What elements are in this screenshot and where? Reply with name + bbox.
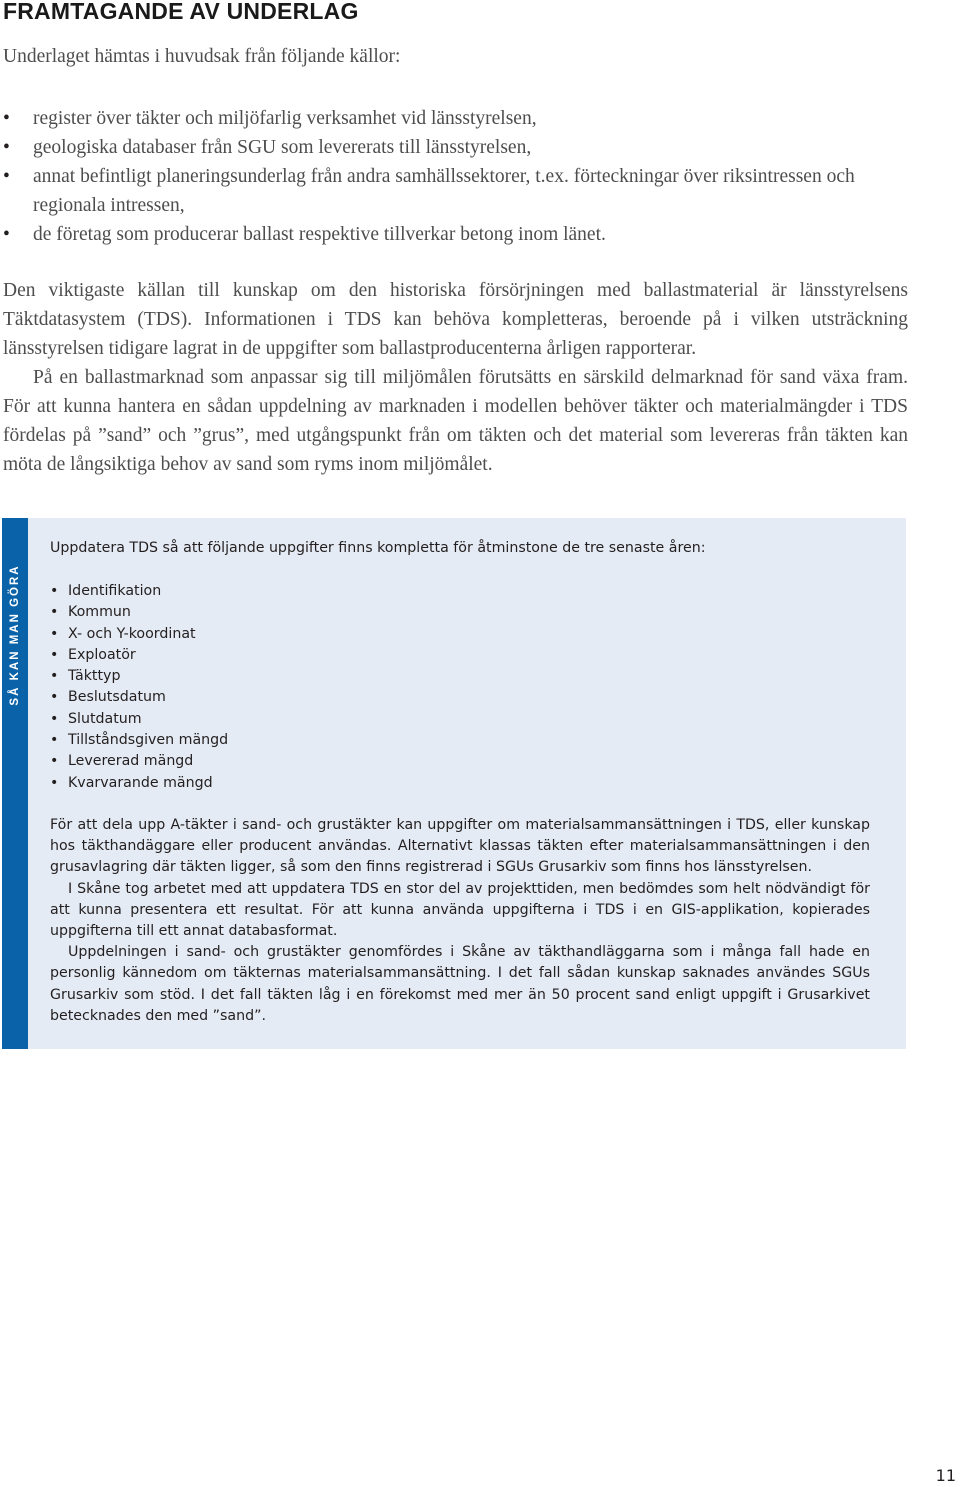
list-item-text: de företag som producerar ballast respektive tillverkar betong inom länet.: [33, 224, 606, 245]
bullet-icon: •: [50, 753, 59, 770]
info-box-band-label: SÅ KAN MAN GÖRA: [9, 564, 21, 706]
list-item-text: X- och Y-koordinat: [68, 625, 196, 642]
list-item-text: Exploatör: [68, 646, 136, 663]
list-item: [3, 133, 913, 162]
list-item: [50, 645, 870, 666]
bullet-icon: •: [50, 668, 59, 685]
bullet-icon: •: [50, 646, 59, 663]
list-item-text: Tillståndsgiven mängd: [68, 732, 229, 749]
bullet-icon: •: [50, 689, 59, 706]
info-box-paragraph: För att dela upp A-täkter i sand- och grustäkter kan uppgifter om materialsammansättningen i TDS, eller kunskap hos täkthandäggare eller producent användas. Alternativt klassas täkten efter materialsammansättningen i den grusavlagring där täkten ligger, så som den finns registrerad i SGUs Grusarkiv som finns hos länsstyrelsen.: [50, 816, 870, 876]
list-item: [50, 751, 870, 772]
list-item-text: Slutdatum: [68, 710, 142, 727]
list-item: [50, 666, 870, 687]
list-item-text: Kommun: [68, 604, 131, 621]
info-box-band: [2, 518, 28, 1049]
list-item: [50, 709, 870, 730]
list-item: [3, 162, 913, 220]
info-box: [2, 518, 906, 1049]
bullet-icon: •: [50, 583, 59, 599]
body-paragraph: Den viktigaste källan till kunskap om den historiska försörjningen med ballastmaterial är länsstyrelsens Täktdatasystem (TDS). Informationen i TDS kan behöva kompletteras, beroende på i vilken utsträckning länsstyrelsen tidigare lagrat in de uppgifter som ballastproducenterna årligen rapporterar.: [3, 280, 908, 359]
list-item: [50, 773, 870, 794]
list-item: [50, 624, 870, 645]
bullet-icon: •: [50, 774, 59, 791]
list-item-text: register över täkter och miljöfarlig verksamhet vid länsstyrelsen,: [33, 108, 537, 129]
bullet-icon: •: [3, 137, 10, 158]
list-item-text: Beslutsdatum: [68, 689, 166, 706]
list-item: [50, 602, 870, 623]
section-heading: FRAMTAGANDE AV UNDERLAG: [3, 0, 359, 24]
intro-text: Underlaget hämtas i huvudsak från följande källor:: [3, 46, 401, 67]
list-item-text: Levererad mängd: [68, 753, 194, 770]
field-list: [50, 581, 870, 794]
bullet-icon: •: [3, 166, 10, 187]
info-box-content: [50, 538, 870, 1027]
info-box-lead: Uppdatera TDS så att följande uppgifter finns kompletta för åtminstone de tre senaste åren:: [50, 540, 706, 556]
list-item-text: annat befintligt planeringsunderlag från andra samhällssektorer, t.ex. förteckningar över riksintressen och regionala intressen,: [33, 166, 855, 216]
page-number: 11: [935, 1466, 956, 1485]
list-item: [3, 104, 913, 133]
bullet-icon: •: [50, 732, 59, 749]
list-item-text: Identifikation: [68, 583, 162, 599]
bullet-icon: •: [50, 604, 59, 621]
list-item: [50, 730, 870, 751]
list-item: [50, 581, 870, 602]
list-item: [3, 220, 913, 249]
bullet-icon: •: [50, 625, 59, 642]
list-item-text: Täkttyp: [68, 668, 121, 685]
info-box-paragraph: Uppdelningen i sand- och grustäkter genomfördes i Skåne av täkthandläggarna som i många fall hade en personlig kännedom om täkternas materialsammansättning. I det fall sådan kunskap saknades användes SGUs Grusarkiv som stöd. I det fall täkten låg i en förekomst med mer än 50 procent sand enligt uppgift i Grusarkivet betecknades den med ”sand”.: [50, 944, 870, 1024]
bullet-icon: •: [3, 108, 10, 129]
body-paragraph: På en ballastmarknad som anpassar sig till miljömålen förutsätts en särskild delmarknad för sand växa fram. För att kunna hantera en sådan uppdelning av marknaden i modellen behöver täkter och materialmängder i TDS fördelas på ”sand” och ”grus”, med utgångspunkt från om täkten och det material som levereras från täkten kan möta de långsiktiga behov av sand som ryms inom miljömålet.: [3, 367, 908, 475]
list-item-text: Kvarvarande mängd: [68, 774, 213, 791]
bullet-icon: •: [3, 224, 10, 245]
source-list: [3, 104, 913, 249]
bullet-icon: •: [50, 710, 59, 727]
list-item-text: geologiska databaser från SGU som levererats till länsstyrelsen,: [33, 137, 532, 158]
info-box-paragraph: I Skåne tog arbetet med att uppdatera TDS en stor del av projekttiden, men bedömdes som helt nödvändigt för att kunna presentera ett resultat. För att kunna använda uppgifterna i TDS i en GIS-applikation, kopierades uppgifterna till ett annat databasformat.: [50, 880, 870, 939]
list-item: [50, 687, 870, 708]
